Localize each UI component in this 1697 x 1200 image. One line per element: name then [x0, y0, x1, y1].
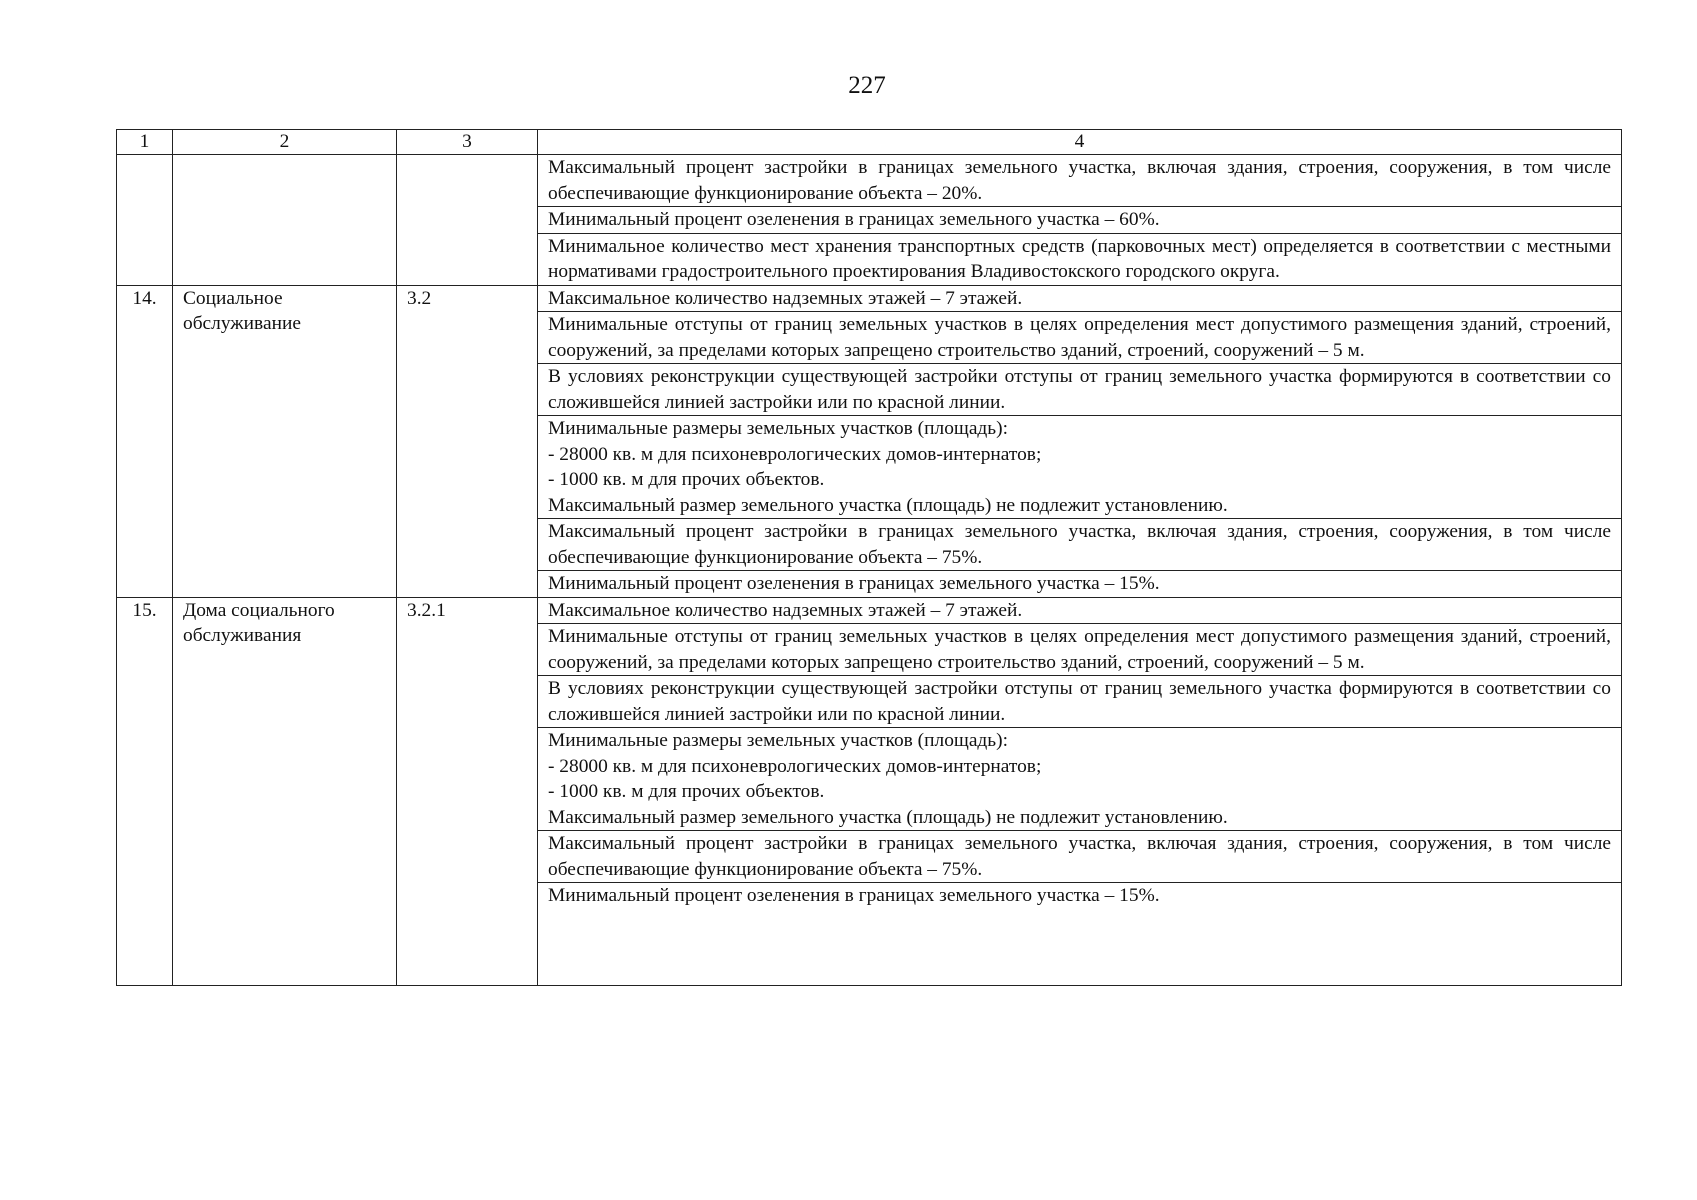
rule-line: Максимальный процент застройки в границах земельного участка, включая здания, строения, сооружения, в том числе обеспечивающие функционирование объекта – 75%. [548, 521, 1611, 568]
land-use-name: Социальное обслуживание [173, 285, 397, 597]
rule-line: Максимальный размер земельного участка (площадь) не подлежит установлению. [548, 806, 1228, 828]
continuation-row [117, 155, 1622, 207]
regulations-table [116, 129, 1622, 986]
rule-line: - 28000 кв. м для психоневрологических домов-интернатов; [548, 755, 1042, 777]
rule-cell [538, 831, 1622, 883]
rule-line: В условиях реконструкции существующей застройки отступы от границ земельного участка формируются в соответствии со сложившейся линией застройки или по красной линии. [548, 678, 1611, 725]
header-col-2: 2 [173, 130, 397, 155]
page-number: 227 [848, 72, 886, 99]
rule-line: Минимальные отступы от границ земельных участков в целях определения мест допустимого размещения зданий, строений, сооружений, за пределами которых запрещено строительство зданий, строений, сооружений – 5 м. [548, 626, 1611, 673]
continuation-code-cell [397, 155, 538, 286]
rule-cell [538, 571, 1622, 598]
rule-line: Максимальное количество надземных этажей – 7 этажей. [548, 287, 1023, 309]
rule-line: Максимальное количество надземных этажей – 7 этажей. [548, 599, 1023, 621]
rule-line: Минимальные размеры земельных участков (площадь): [548, 730, 1008, 751]
rule-cell [538, 364, 1622, 416]
rule-line: - 1000 кв. м для прочих объектов. [548, 781, 825, 802]
continuation-number-cell [117, 155, 173, 286]
rule-cell [538, 728, 1622, 831]
rule-line: Максимальный процент застройки в границах земельного участка, включая здания, строения, сооружения, в том числе обеспечивающие функционирование объекта – 75%. [548, 833, 1611, 880]
continuation-name-cell [173, 155, 397, 286]
rule-cell: Максимальный процент застройки в границах земельного участка, включая здания, строения, сооружения, в том числе обеспечивающие функционирование объекта – 20%. [538, 155, 1622, 207]
rule-line: Минимальные размеры земельных участков (площадь): [548, 418, 1008, 439]
rule-cell [538, 285, 1622, 312]
header-row [117, 130, 1622, 155]
land-use-code: 3.2.1 [397, 597, 538, 986]
header-col-1: 1 [117, 130, 173, 155]
land-use-name: Дома социального обслуживания [173, 597, 397, 986]
header-col-3: 3 [397, 130, 538, 155]
rule-cell: Минимальное количество мест хранения транспортных средств (парковочных мест) определяется в соответствии с местными нормативами градостроительного проектирования Владивостокского городского округа. [538, 233, 1622, 285]
rule-cell [538, 519, 1622, 571]
rule-line: Максимальный размер земельного участка (площадь) не подлежит установлению. [548, 494, 1228, 516]
rule-cell [538, 883, 1622, 986]
land-use-code: 3.2 [397, 285, 538, 597]
row-number: 14. [117, 285, 173, 597]
rule-line: Минимальный процент озеленения в границах земельного участка – 15%. [548, 885, 1160, 906]
rule-cell [538, 312, 1622, 364]
table-row [117, 285, 1622, 312]
rule-cell [538, 676, 1622, 728]
rule-cell [538, 597, 1622, 624]
rule-line: Минимальный процент озеленения в границах земельного участка – 15%. [548, 573, 1160, 594]
rule-cell [538, 416, 1622, 519]
rule-cell: Минимальный процент озеленения в границах земельного участка – 60%. [538, 207, 1622, 234]
rule-line: Минимальные отступы от границ земельных участков в целях определения мест допустимого размещения зданий, строений, сооружений, за пределами которых запрещено строительство зданий, строений, сооружений – 5 м. [548, 314, 1611, 361]
table-row [117, 597, 1622, 624]
rule-line: - 1000 кв. м для прочих объектов. [548, 469, 825, 490]
rule-line: В условиях реконструкции существующей застройки отступы от границ земельного участка формируются в соответствии со сложившейся линией застройки или по красной линии. [548, 366, 1611, 413]
rule-cell [538, 624, 1622, 676]
row-number: 15. [117, 597, 173, 986]
rule-line: - 28000 кв. м для психоневрологических домов-интернатов; [548, 443, 1042, 465]
header-col-4: 4 [538, 130, 1622, 155]
